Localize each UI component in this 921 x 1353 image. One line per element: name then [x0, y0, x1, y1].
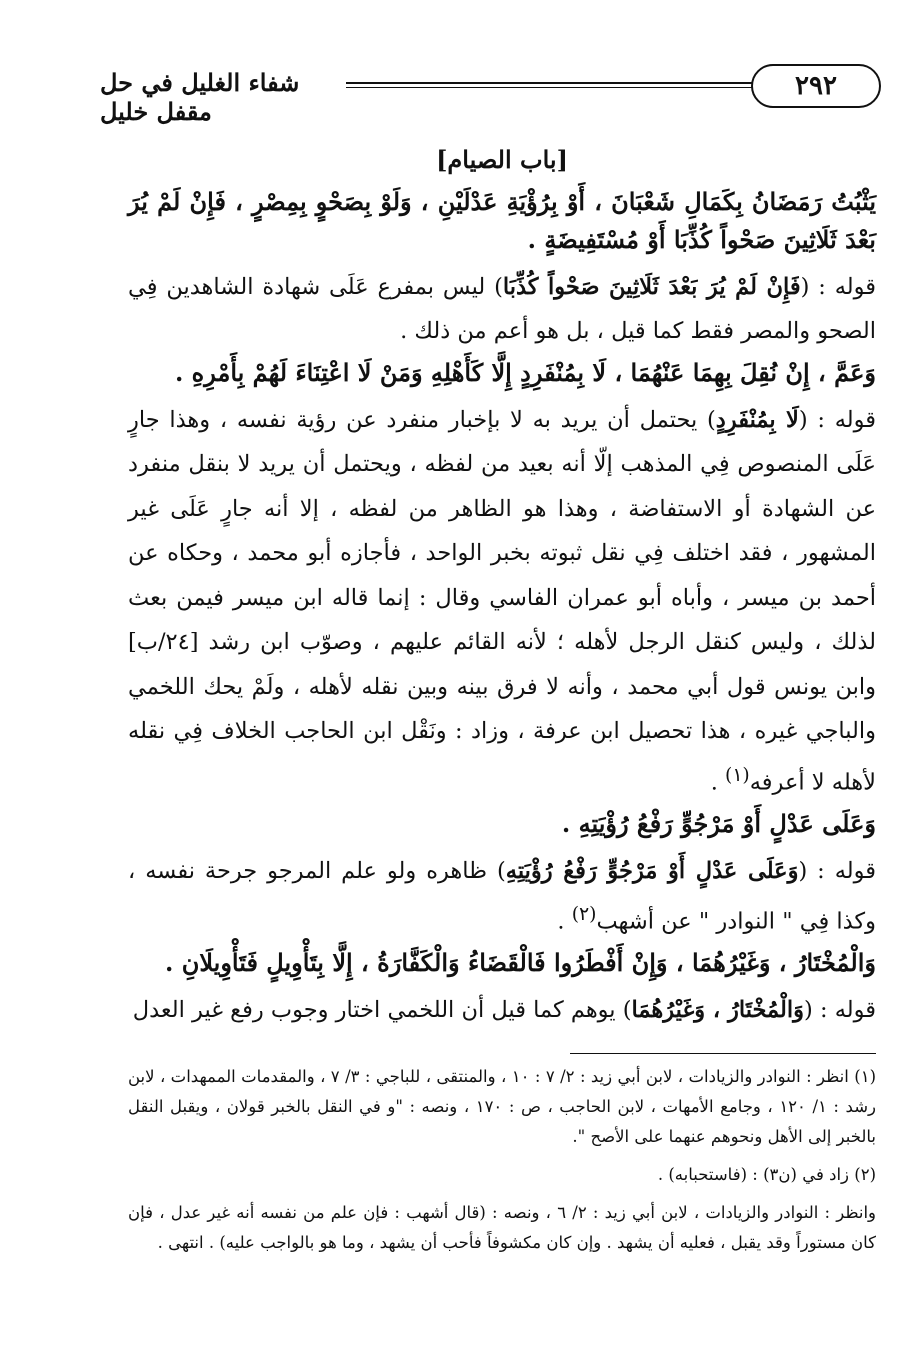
commentary-text: ) يحتمل أن يريد به لا بإخبار منفرد عن رؤية نفسه ، وهذا جارٍ عَلَى المنصوص فِي المذهب إلّا أنه بعيد من لفظه ، ويحتمل أن يريد لا بنقل منفرد عن الشهادة أو الاستفاضة ، وهذا هو الظاهر من لفظه ، إلا أنه جارٍ عَلَى غير المشهور ، فقد اختلف فِي نقل ثبوته بخبر الواحد ، فأجازه أبو محمد ، وحكاه عن أحمد بن ميسر ، وأباه أبو عمران الفاسي وقال : إنما قاله ابن ميسر فيمن بعث لذلك ، وليس كنقل الرجل لأهله ؛ لأنه القائم عليهم ، وصوّب ابن رشد [٢٤/ب] وابن يونس قول أبي محمد ، وأنه لا فرق بينه وبين نقله لأهله ، ولَمْ يحك اللخمي والباجي غيره ، هذا تحصيل ابن عرفة ، وزاد : ونَقْل ابن الحاجب الخلاف فِي نقله لأهله لا أعرفه — [128, 406, 876, 795]
footnote-ref[interactable]: (٢) — [571, 904, 597, 925]
quoted-matn: وَعَلَى عَدْلٍ أَوْ مَرْجُوٍّ رَفْعُ رُؤْيَتِهِ — [505, 857, 799, 884]
commentary-intro: قوله : ( — [798, 406, 876, 433]
commentary-paragraph — [128, 398, 876, 805]
page-number: ٢٩٢ — [751, 64, 881, 108]
commentary-intro: قوله : ( — [798, 857, 876, 884]
quoted-matn: لَا بِمُنْفَرِدٍ — [715, 406, 799, 433]
footnote-2-continued: وانظر : النوادر والزيادات ، لابن أبي زيد : ٢/ ٦ ، ونصه : (قال أشهب : فإن علم من نفسه أنه غير عدل ، فإن كان مستوراً وقد يقبل ، فعليه أن يشهد . وإن كان مكشوفاً فأحب أن يشهد ، وما هو بالواجب عليه) . انتهى . — [128, 1203, 877, 1252]
matn-paragraph: وَعَمَّ ، إِنْ نُقِلَ بِهِمَا عَنْهُمَا ، لَا بِمُنْفَرِدٍ إِلَّا كَأَهْلِهِ وَمَنْ لَا اعْتِنَاءَ لَهُمْ بِأَمْرِهِ . — [174, 357, 876, 387]
commentary-end: . — [557, 908, 572, 935]
matn-paragraph: وَعَلَى عَدْلٍ أَوْ مَرْجُوٍّ رَفْعُ رُؤْيَتِهِ . — [561, 808, 876, 838]
commentary-paragraph — [128, 265, 876, 354]
commentary-text: ) ظاهره ولو علم المرجو جرحة نفسه ، وكذا فِي " النوادر " عن أشهب — [128, 857, 876, 935]
commentary-intro: قوله : ( — [804, 997, 876, 1023]
commentary-paragraph — [128, 849, 876, 945]
main-text — [128, 138, 876, 1033]
quoted-matn: وَالْمُخْتَارُ ، وَغَيْرُهُمَا — [631, 997, 805, 1023]
commentary-intro: قوله : ( — [800, 273, 877, 300]
matn-paragraph: يَثْبُتُ رَمَضَانُ بِكَمَالِ شَعْبَانَ ، أَوْ بِرُؤْيَةِ عَدْلَيْنِ ، وَلَوْ بِصَحْوٍ بِمِصْرٍ ، فَإِنْ لَمْ يُرَ بَعْدَ ثَلَاثِينَ صَحْواً كُذِّبَا أَوْ مُسْتَفِيضَةٍ . — [128, 186, 876, 254]
commentary-text: ) يوهم كما قيل أن اللخمي اختار وجوب رفع غير العدل — [132, 997, 632, 1023]
footnote-2: (٢) زاد في (ن٣) : (فاستحبابه) . — [657, 1165, 876, 1184]
footnote-1: (١) انظر : النوادر والزيادات ، لابن أبي زيد : ٢/ ٧ : ١٠ ، والمنتقى ، للباجي : ٣/ ٧ ، والمقدمات الممهدات ، لابن رشد : ١/ ١٢٠ ، وجامع الأمهات ، لابن الحاجب ، ص : ١٧٠ ، ونصه : "و في النقل بالخبر قولان ، ويقبل النقل بالخبر إلى الأهل ونحوهم عنهما على الأصح ". — [128, 1067, 877, 1146]
commentary-text: ) ليس بمفرع عَلَى شهادة الشاهدين فِي الصحو والمصر فقط كما قيل ، بل هو أعم من ذلك . — [128, 273, 876, 344]
running-title: شفاء الغليل في حل مقفل خليل — [100, 68, 300, 126]
page-header — [100, 62, 881, 126]
matn-paragraph: وَالْمُخْتَارُ ، وَغَيْرُهُمَا ، وَإِنْ أَفْطَرُوا فَالْقَضَاءُ وَالْكَفَّارَةُ ، إِلَّا بِتَأْوِيلٍ فَتَأْوِيلَانِ . — [165, 948, 876, 977]
footnote-ref[interactable]: (١) — [725, 764, 750, 786]
commentary-paragraph — [128, 988, 876, 1033]
footnotes — [128, 1062, 876, 1258]
chapter-title: [باب الصيام] — [436, 145, 568, 174]
footnote-separator — [570, 1053, 876, 1054]
commentary-end: . — [710, 769, 725, 795]
quoted-matn: فَإِنْ لَمْ يُرَ بَعْدَ ثَلَاثِينَ صَحْواً كُذِّبَا — [502, 273, 801, 300]
header-rule — [346, 82, 753, 88]
